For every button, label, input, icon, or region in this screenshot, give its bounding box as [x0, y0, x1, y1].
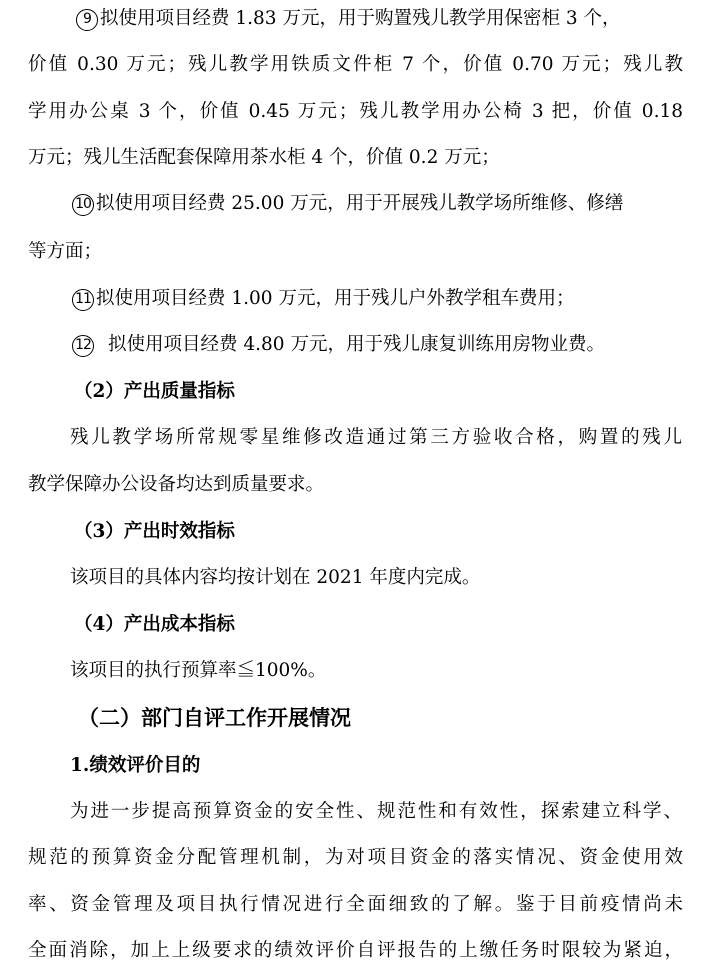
purpose-line-3: 率、资金管理及项目执行情况进行全面细致的了解。鉴于目前疫情尚未	[28, 894, 683, 915]
timeliness-line-1: 该项目的具体内容均按计划在 2021 年度内完成。	[70, 567, 481, 588]
timeliness-heading: （3）产出时效指标	[74, 521, 235, 542]
purpose-line-4: 全面消除，加上上级要求的绩效评价自评报告的上缴任务时限较为紧迫，	[28, 940, 683, 961]
item9-line-3: 学用办公桌 3 个，价值 0.45 万元；残儿教学用办公椅 3 把，价值 0.18	[28, 101, 683, 122]
item10-line-2: 等方面；	[28, 241, 103, 262]
circled-number-9: 9	[76, 9, 98, 31]
circled-number-11: 11	[72, 289, 94, 311]
item10-text-1: 拟使用项目经费 25.00 万元，用于开展残儿教学场所维修、修缮	[96, 193, 624, 214]
circled-number-12: 12	[72, 335, 94, 357]
item9-line-2: 价值 0.30 万元；残儿教学用铁质文件柜 7 个，价值 0.70 万元；残儿教	[28, 54, 683, 75]
purpose-line-1: 为进一步提高预算资金的安全性、规范性和有效性，探索建立科学、	[70, 801, 682, 822]
purpose-line-2: 规范的预算资金分配管理机制，为对项目资金的落实情况、资金使用效	[28, 847, 683, 868]
quality-heading: （2）产出质量指标	[74, 381, 235, 402]
item12-line-1	[72, 333, 684, 357]
section-heading-dept-self-evaluation: （二）部门自评工作开展情况	[78, 705, 351, 730]
cost-line-1: 该项目的执行预算率≦100%。	[70, 660, 327, 681]
subheading-evaluation-purpose: 1.绩效评价目的	[70, 755, 201, 776]
cost-heading: （4）产出成本指标	[74, 614, 235, 635]
item9-text-1: 拟使用项目经费 1.83 万元，用于购置残儿教学用保密柜 3 个，	[100, 8, 621, 29]
item10-line-1	[72, 192, 684, 216]
item11-text-1: 拟使用项目经费 1.00 万元，用于残儿户外教学租车费用；	[96, 288, 575, 309]
item11-line-1	[72, 287, 684, 311]
item9-line-4: 万元；残儿生活配套保障用茶水柜 4 个，价值 0.2 万元；	[28, 147, 500, 168]
quality-line-1: 残儿教学场所常规零星维修改造通过第三方验收合格，购置的残儿	[70, 427, 682, 448]
item12-text-1: 拟使用项目经费 4.80 万元，用于残儿康复训练用房物业费。	[108, 334, 605, 355]
quality-line-2: 教学保障办公设备均达到质量要求。	[28, 474, 325, 495]
circled-number-10: 10	[72, 194, 94, 216]
item9-line-1	[76, 7, 696, 31]
